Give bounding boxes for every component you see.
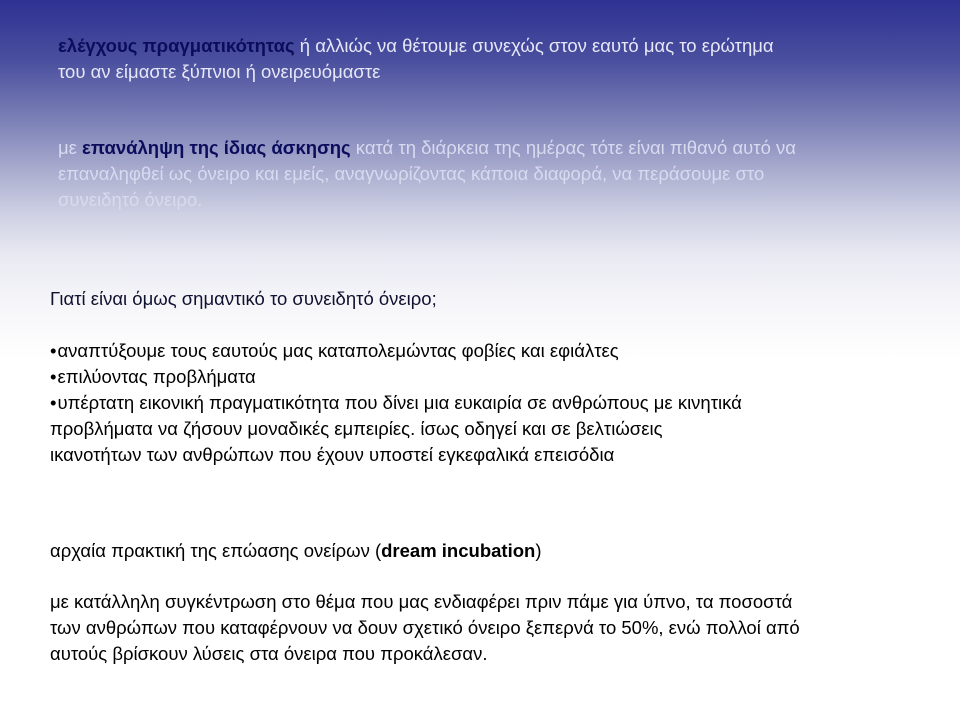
repetition-line-3: συνειδητό όνειρο. (58, 189, 203, 210)
repetition-paragraph (58, 135, 796, 213)
dream-incubation-emphasis: dream incubation (381, 540, 536, 561)
repetition-line-2: επαναληφθεί ως όνειρο και εμείς, αναγνωρίζοντας κάποια διαφορά, να περάσουμε στο (58, 163, 765, 184)
dream-incubation-line (50, 538, 542, 564)
repetition-line-1-prefix: με (58, 137, 83, 158)
benefit-item-virtual-reality: • υπέρτατη εικονική πραγματικότητα που δίνει μια ευκαιρία σε ανθρώπους με κινητικά (50, 390, 742, 416)
importance-question: Γιατί είναι όμως σημαντικό το συνειδητό όνειρο; (50, 288, 437, 309)
repetition-emphasis: επανάληψη της ίδιας άσκησης (82, 137, 351, 158)
reality-check-line-2: του αν είμαστε ξύπνιοι ή ονειρευόμαστε (58, 61, 381, 82)
benefit-item-virtual-reality-line-3: ικανοτήτων των ανθρώπων που έχουν υποστεί εγκεφαλικά επεισόδια (50, 444, 615, 465)
concentration-line-1: με κατάλληλη συγκέντρωση στο θέμα που μας ενδιαφέρει πριν πάμε για ύπνο, τα ποσοστά (50, 591, 793, 612)
concentration-line-2: των ανθρώπων που καταφέρνουν να δουν σχετικό όνειρο ξεπερνά το 50%, ενώ πολλοί από (50, 617, 800, 638)
benefits-list (50, 338, 742, 468)
benefit-item-virtual-reality-line-2: προβλήματα να ζήσουν μοναδικές εμπειρίες. ίσως οδηγεί και σε βελτιώσεις (50, 418, 663, 439)
repetition-line-1-text: κατά τη διάρκεια της ημέρας τότε είναι πιθανό αυτό να (350, 137, 796, 158)
benefit-item-fears: • αναπτύξουμε τους εαυτούς μας καταπολεμώντας φοβίες και εφιάλτες (50, 338, 742, 364)
concentration-paragraph (50, 589, 800, 667)
reality-check-emphasis: ελέγχους πραγματικότητας (58, 35, 295, 56)
dream-incubation-suffix: ) (535, 540, 542, 561)
reality-check-line-1-text: ή αλλιώς να θέτουμε συνεχώς στον εαυτό μας το ερώτημα (294, 35, 774, 56)
benefit-item-problems: • επιλύοντας προβλήματα (50, 364, 742, 390)
dream-incubation-prefix: αρχαία πρακτική της επώασης ονείρων ( (50, 540, 382, 561)
reality-check-line-1 (58, 33, 774, 59)
concentration-line-3: αυτούς βρίσκουν λύσεις στα όνειρα που προκάλεσαν. (50, 643, 488, 664)
reality-check-paragraph (58, 33, 774, 85)
repetition-line-1 (58, 135, 796, 161)
